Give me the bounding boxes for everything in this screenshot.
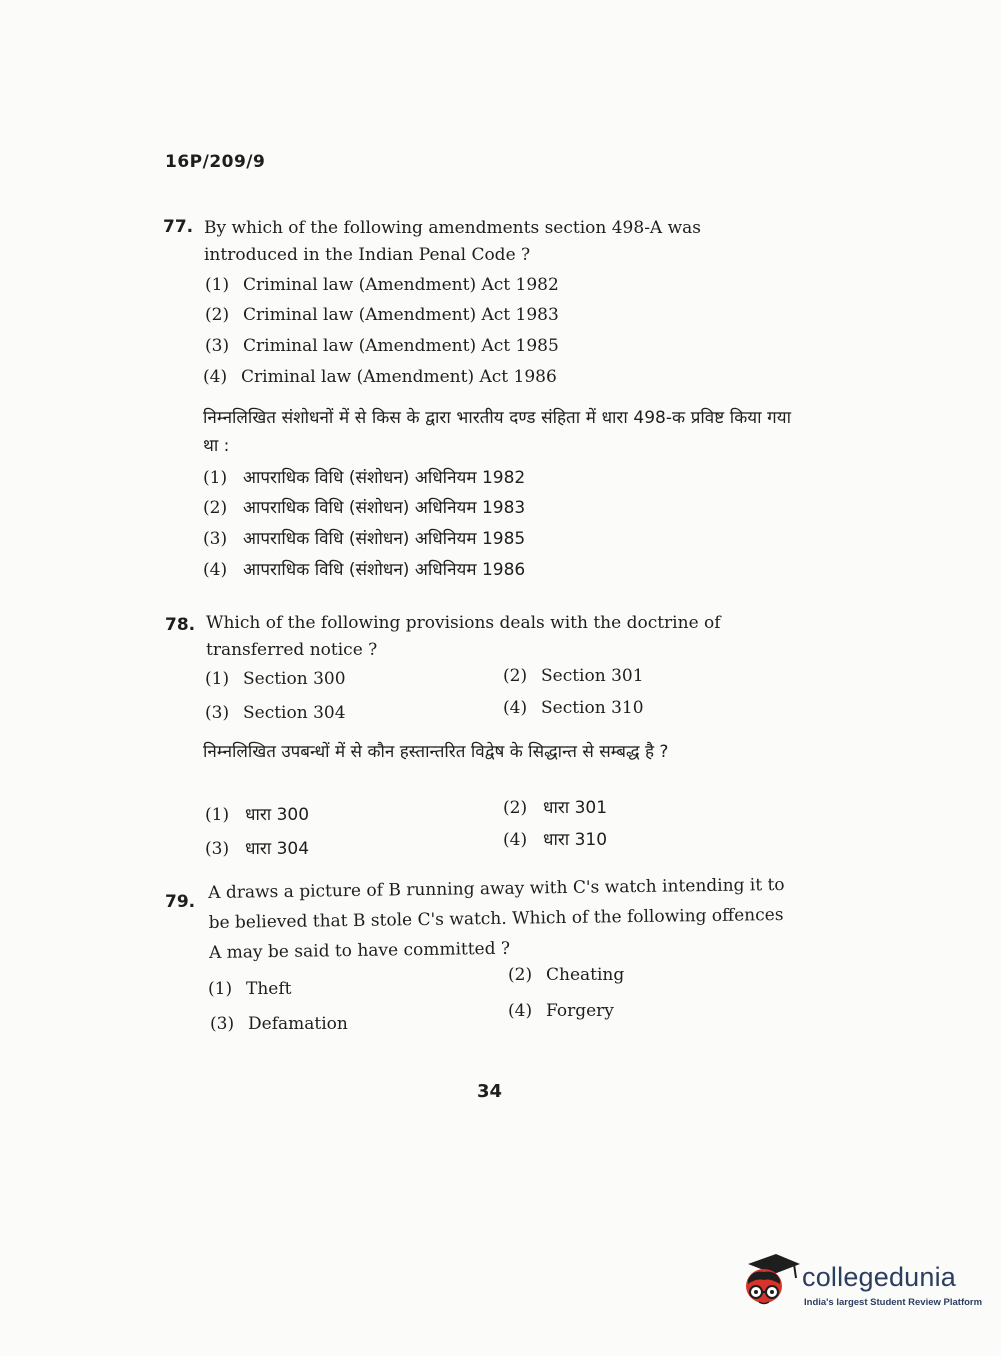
option-label: Section 304 <box>243 703 346 723</box>
option-en <box>508 1001 614 1021</box>
option-label: Criminal law (Amendment) Act 1985 <box>243 336 559 356</box>
option-en <box>508 965 624 985</box>
option-number: (4) <box>503 698 528 718</box>
option-en <box>503 698 644 718</box>
option-en <box>205 305 559 325</box>
option-label: आपराधिक विधि (संशोधन) अधिनियम 1985 <box>243 529 526 549</box>
option-number: (4) <box>203 560 228 580</box>
collegedunia-logo <box>742 1250 802 1316</box>
option-number: (1) <box>205 275 230 295</box>
option-label: धारा 310 <box>543 830 608 850</box>
option-number: (1) <box>203 468 228 488</box>
question-text-hi: निम्नलिखित संशोधनों में से किस के द्वारा भारतीय दण्ड संहिता में धारा 498-क प्रविष्ट किया गया था : <box>203 408 791 456</box>
option-hi <box>503 795 607 818</box>
option-hi <box>203 526 525 549</box>
option-label: Criminal law (Amendment) Act 1986 <box>241 367 557 387</box>
option-en <box>205 275 559 295</box>
option-number: (3) <box>205 839 230 859</box>
question-text-en: Which of the following provisions deals with the doctrine of transferred notice ? <box>206 613 721 660</box>
option-label: Section 300 <box>243 669 346 689</box>
option-number: (3) <box>210 1014 235 1034</box>
option-en <box>203 367 557 387</box>
option-number: (2) <box>503 666 528 686</box>
option-label: Cheating <box>546 965 625 985</box>
option-number: (4) <box>203 367 228 387</box>
option-label: धारा 301 <box>543 798 608 818</box>
question-text-hi: निम्नलिखित उपबन्धों में से कौन हस्तान्तरित विद्वेष के सिद्धान्त से सम्बद्ध है ? <box>203 742 669 762</box>
option-number: (2) <box>203 498 228 518</box>
brand-tagline: India's largest Student Review Platform <box>804 1297 983 1308</box>
option-number: (1) <box>208 979 233 999</box>
option-number: (4) <box>503 830 528 850</box>
option-en <box>205 703 346 723</box>
option-label: धारा 300 <box>245 805 310 825</box>
option-number: (1) <box>205 669 230 689</box>
page-number: 34 <box>477 1081 503 1102</box>
option-hi <box>503 827 607 850</box>
option-en <box>205 669 346 689</box>
question-number: 78. <box>165 615 196 635</box>
option-hi <box>203 495 525 518</box>
option-hi <box>205 836 309 859</box>
option-label: Forgery <box>546 1001 614 1021</box>
option-en <box>205 336 559 356</box>
option-label: Defamation <box>248 1014 348 1034</box>
paper-code: 16P/209/9 <box>165 152 266 172</box>
option-label: आपराधिक विधि (संशोधन) अधिनियम 1982 <box>243 468 526 488</box>
question-text-en: By which of the following amendments section 498-A was introduced in the Indian Penal Code ? <box>204 218 702 265</box>
option-label: Section 301 <box>541 666 644 686</box>
option-number: (1) <box>205 805 230 825</box>
option-hi <box>205 802 309 825</box>
option-hi <box>203 557 525 580</box>
option-number: (3) <box>205 703 230 723</box>
question-number: 77. <box>163 217 194 237</box>
option-en <box>503 666 644 686</box>
option-number: (4) <box>508 1001 533 1021</box>
option-label: आपराधिक विधि (संशोधन) अधिनियम 1983 <box>243 498 526 518</box>
option-hi <box>203 465 525 488</box>
option-number: (2) <box>508 965 533 985</box>
option-en <box>210 1014 348 1034</box>
option-label: Theft <box>246 979 292 999</box>
option-label: धारा 304 <box>245 839 310 859</box>
option-label: Section 310 <box>541 698 644 718</box>
option-number: (3) <box>203 529 228 549</box>
question-text-en: A draws a picture of B running away with C's watch intending it to be believed that B stole C's watch. Which of the following offences A may be said to have committed ? <box>208 874 785 963</box>
brand-name: collegedunia <box>802 1262 957 1292</box>
option-number: (2) <box>503 798 528 818</box>
option-number: (3) <box>205 336 230 356</box>
question-number: 79. <box>165 892 196 912</box>
option-number: (2) <box>205 305 230 325</box>
option-label: Criminal law (Amendment) Act 1983 <box>243 305 559 325</box>
mascot-icon <box>742 1250 802 1312</box>
option-en <box>208 979 291 999</box>
option-label: आपराधिक विधि (संशोधन) अधिनियम 1986 <box>243 560 526 580</box>
option-label: Criminal law (Amendment) Act 1982 <box>243 275 559 295</box>
